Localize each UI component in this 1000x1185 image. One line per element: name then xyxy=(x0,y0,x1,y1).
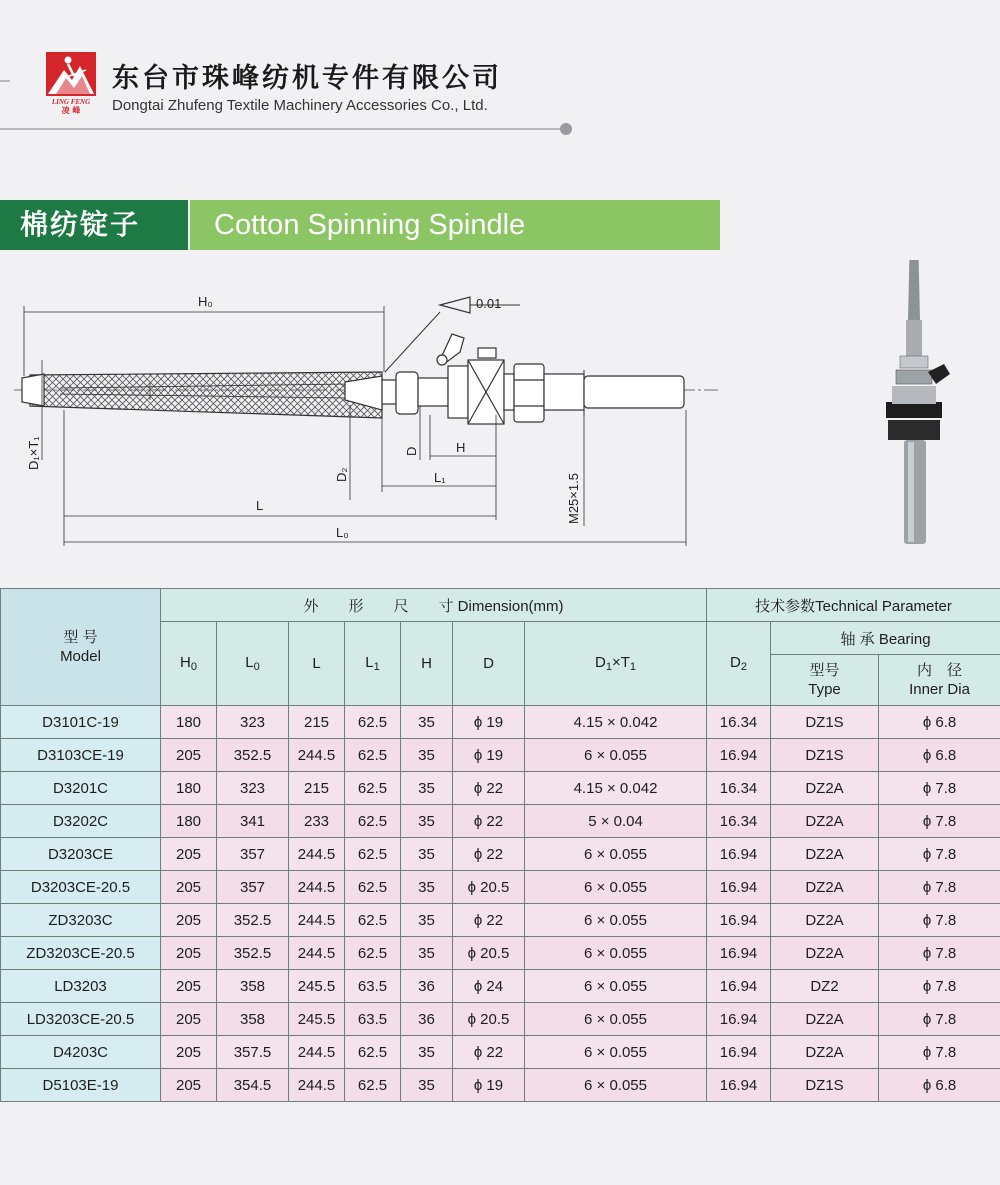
inner-dia-cell: ϕ 6.8 xyxy=(879,1069,1000,1102)
h-cell: 36 xyxy=(401,1003,453,1036)
col-d2-sub: 2 xyxy=(740,661,747,673)
d-cell: ϕ 24 xyxy=(453,970,525,1003)
d2-cell: 16.34 xyxy=(707,772,771,805)
inner-dia-header-cn: 内 径 xyxy=(917,662,963,679)
l0-cell: 352.5 xyxy=(217,937,289,970)
company-logo xyxy=(46,52,96,114)
left-decorative-rule xyxy=(0,80,10,82)
model-header xyxy=(1,589,161,706)
l0-cell: 352.5 xyxy=(217,904,289,937)
d-cell: ϕ 22 xyxy=(453,805,525,838)
model-cell: D5103E-19 xyxy=(1,1069,161,1102)
dim-label-h0: H₀ xyxy=(198,294,213,309)
col-l1-header xyxy=(345,622,401,706)
flatness-symbol xyxy=(440,297,470,313)
table-row xyxy=(1,1003,1000,1036)
d2-cell: 16.94 xyxy=(707,1036,771,1069)
l0-cell: 358 xyxy=(217,970,289,1003)
section-title-en: Cotton Spinning Spindle xyxy=(190,200,720,250)
table-row xyxy=(1,706,1000,739)
d1t1-cell: 4.15 × 0.042 xyxy=(525,706,707,739)
h-cell: 35 xyxy=(401,838,453,871)
model-header-en: Model xyxy=(60,648,101,665)
l0-cell: 352.5 xyxy=(217,739,289,772)
h0-cell: 205 xyxy=(161,1036,217,1069)
h0-cell: 205 xyxy=(161,739,217,772)
inner-dia-header-en: Inner Dia xyxy=(909,681,970,698)
spec-table-body xyxy=(1,706,1000,1102)
inner-dia-cell: ϕ 7.8 xyxy=(879,772,1000,805)
col-l1-text: L xyxy=(365,654,374,671)
col-h0-text: H xyxy=(180,654,191,671)
l-cell: 215 xyxy=(289,706,345,739)
type-header xyxy=(771,655,879,706)
table-row xyxy=(1,739,1000,772)
d-cell: ϕ 19 xyxy=(453,706,525,739)
d-cell: ϕ 20.5 xyxy=(453,937,525,970)
l-cell: 244.5 xyxy=(289,904,345,937)
spindle-technical-drawing xyxy=(0,260,1000,560)
h0-cell: 205 xyxy=(161,871,217,904)
mountain-skier-icon xyxy=(46,52,96,114)
d2-cell: 16.34 xyxy=(707,805,771,838)
l-cell: 244.5 xyxy=(289,937,345,970)
l-cell: 233 xyxy=(289,805,345,838)
col-l0-text: L xyxy=(245,654,254,671)
model-cell: ZD3203CE-20.5 xyxy=(1,937,161,970)
bearing-type-cell: DZ2A xyxy=(771,904,879,937)
h-cell: 35 xyxy=(401,805,453,838)
l1-cell: 62.5 xyxy=(345,805,401,838)
bearing-header: 轴 承 Bearing xyxy=(771,622,1000,655)
col-h0-sub: 0 xyxy=(190,661,197,673)
l0-cell: 323 xyxy=(217,772,289,805)
model-cell: D3201C xyxy=(1,772,161,805)
l-cell: 245.5 xyxy=(289,970,345,1003)
d-cell: ϕ 20.5 xyxy=(453,1003,525,1036)
col-d2-header xyxy=(707,622,771,706)
table-row xyxy=(1,805,1000,838)
inner-dia-cell: ϕ 6.8 xyxy=(879,706,1000,739)
model-cell: D3101C-19 xyxy=(1,706,161,739)
h-cell: 35 xyxy=(401,706,453,739)
d1t1-cell: 6 × 0.055 xyxy=(525,1069,707,1102)
h0-cell: 205 xyxy=(161,1003,217,1036)
d1t1-cell: 6 × 0.055 xyxy=(525,739,707,772)
d-cell: ϕ 20.5 xyxy=(453,871,525,904)
l-cell: 244.5 xyxy=(289,1069,345,1102)
h0-cell: 180 xyxy=(161,772,217,805)
model-cell: D3203CE-20.5 xyxy=(1,871,161,904)
type-header-cn: 型号 xyxy=(809,662,840,679)
d2-cell: 16.94 xyxy=(707,838,771,871)
bearing-type-cell: DZ1S xyxy=(771,1069,879,1102)
table-row xyxy=(1,1036,1000,1069)
l1-cell: 62.5 xyxy=(345,838,401,871)
dim-label-l: L xyxy=(256,498,264,513)
l0-cell: 341 xyxy=(217,805,289,838)
h0-cell: 180 xyxy=(161,706,217,739)
dim-label-d1t1: D₁×T₁ xyxy=(26,436,41,470)
table-row xyxy=(1,772,1000,805)
dim-label-h: H xyxy=(456,440,466,455)
h0-cell: 205 xyxy=(161,970,217,1003)
inner-dia-header xyxy=(879,655,1000,706)
d2-cell: 16.34 xyxy=(707,706,771,739)
h-cell: 35 xyxy=(401,739,453,772)
l-cell: 244.5 xyxy=(289,838,345,871)
l1-cell: 62.5 xyxy=(345,739,401,772)
bearing-type-cell: DZ1S xyxy=(771,706,879,739)
l1-cell: 62.5 xyxy=(345,1069,401,1102)
d2-cell: 16.94 xyxy=(707,1003,771,1036)
d-cell: ϕ 22 xyxy=(453,904,525,937)
l-cell: 245.5 xyxy=(289,1003,345,1036)
bearing-type-cell: DZ2A xyxy=(771,871,879,904)
section-title-cn: 棉纺锭子 xyxy=(0,200,188,250)
table-row xyxy=(1,937,1000,970)
h0-cell: 180 xyxy=(161,805,217,838)
l1-cell: 62.5 xyxy=(345,871,401,904)
model-cell: D4203C xyxy=(1,1036,161,1069)
l1-cell: 62.5 xyxy=(345,772,401,805)
table-row xyxy=(1,904,1000,937)
d1t1-cell: 6 × 0.055 xyxy=(525,937,707,970)
d1t1-cell: 6 × 0.055 xyxy=(525,904,707,937)
d2-cell: 16.94 xyxy=(707,970,771,1003)
bearing-type-cell: DZ2A xyxy=(771,805,879,838)
dim-label-thread: M25×1.5 xyxy=(566,473,581,524)
h0-cell: 205 xyxy=(161,1069,217,1102)
d-cell: ϕ 22 xyxy=(453,838,525,871)
d1t1-cell: 6 × 0.055 xyxy=(525,970,707,1003)
l1-cell: 62.5 xyxy=(345,1036,401,1069)
header-divider xyxy=(0,128,566,130)
d1t1-cell: 6 × 0.055 xyxy=(525,838,707,871)
bearing-type-cell: DZ2A xyxy=(771,1003,879,1036)
col-h-header: H xyxy=(401,622,453,706)
d-cell: ϕ 19 xyxy=(453,1069,525,1102)
model-cell: D3203CE xyxy=(1,838,161,871)
l1-cell: 63.5 xyxy=(345,970,401,1003)
table-row xyxy=(1,871,1000,904)
d-cell: ϕ 19 xyxy=(453,739,525,772)
col-d1t1-sub2: 1 xyxy=(629,661,637,673)
inner-dia-cell: ϕ 7.8 xyxy=(879,1003,1000,1036)
type-header-en: Type xyxy=(808,681,841,698)
col-h0-header xyxy=(161,622,217,706)
inner-dia-cell: ϕ 7.8 xyxy=(879,904,1000,937)
l0-cell: 357 xyxy=(217,871,289,904)
spindle-photo xyxy=(886,260,950,544)
d-cell: ϕ 22 xyxy=(453,1036,525,1069)
model-cell: LD3203CE-20.5 xyxy=(1,1003,161,1036)
col-d1t1-sub1: 1 xyxy=(605,661,612,673)
table-row xyxy=(1,970,1000,1003)
dim-label-l1: L₁ xyxy=(434,470,446,485)
d1t1-cell: 6 × 0.055 xyxy=(525,1036,707,1069)
d-cell: ϕ 22 xyxy=(453,772,525,805)
l0-cell: 357 xyxy=(217,838,289,871)
bearing-type-cell: DZ2A xyxy=(771,1036,879,1069)
inner-dia-cell: ϕ 7.8 xyxy=(879,1036,1000,1069)
dim-label-l0: L₀ xyxy=(336,525,349,540)
l1-cell: 62.5 xyxy=(345,937,401,970)
h0-cell: 205 xyxy=(161,904,217,937)
l-cell: 215 xyxy=(289,772,345,805)
model-cell: D3202C xyxy=(1,805,161,838)
tolerance-label: 0.01 xyxy=(476,296,502,311)
d1t1-cell: 4.15 × 0.042 xyxy=(525,772,707,805)
dimension-header: 外 形 尺 寸 Dimension(mm) xyxy=(161,589,707,622)
bearing-type-cell: DZ2 xyxy=(771,970,879,1003)
h-cell: 35 xyxy=(401,1069,453,1102)
technical-header: 技术参数Technical Parameter xyxy=(707,589,1000,622)
h-cell: 35 xyxy=(401,937,453,970)
model-cell: LD3203 xyxy=(1,970,161,1003)
logo-cn-text: 凌 峰 xyxy=(61,106,81,114)
col-d1t1-b: ×T xyxy=(611,654,630,671)
d2-cell: 16.94 xyxy=(707,871,771,904)
inner-dia-cell: ϕ 7.8 xyxy=(879,838,1000,871)
bearing-type-cell: DZ2A xyxy=(771,772,879,805)
spec-table xyxy=(0,588,1000,1102)
table-row xyxy=(1,1069,1000,1102)
logo-text: LING FENG xyxy=(51,98,91,106)
inner-dia-cell: ϕ 7.8 xyxy=(879,871,1000,904)
h-cell: 36 xyxy=(401,970,453,1003)
col-l-header: L xyxy=(289,622,345,706)
col-d2-text: D xyxy=(730,654,741,671)
h-cell: 35 xyxy=(401,1036,453,1069)
header-divider-dot xyxy=(560,123,572,135)
company-name-en: Dongtai Zhufeng Textile Machinery Accessories Co., Ltd. xyxy=(112,97,488,114)
h0-cell: 205 xyxy=(161,937,217,970)
spindle-bolster xyxy=(382,334,684,424)
h-cell: 35 xyxy=(401,772,453,805)
inner-dia-cell: ϕ 7.8 xyxy=(879,805,1000,838)
l1-cell: 63.5 xyxy=(345,1003,401,1036)
inner-dia-cell: ϕ 7.8 xyxy=(879,937,1000,970)
table-row xyxy=(1,838,1000,871)
inner-dia-cell: ϕ 7.8 xyxy=(879,970,1000,1003)
d1t1-cell: 6 × 0.055 xyxy=(525,1003,707,1036)
col-d1t1-header xyxy=(525,622,707,706)
d2-cell: 16.94 xyxy=(707,937,771,970)
l1-cell: 62.5 xyxy=(345,706,401,739)
d2-cell: 16.94 xyxy=(707,1069,771,1102)
col-d-header: D xyxy=(453,622,525,706)
col-l0-sub: 0 xyxy=(253,661,260,673)
col-d1t1-a: D xyxy=(594,654,606,671)
l0-cell: 358 xyxy=(217,1003,289,1036)
spindle-blade xyxy=(22,372,382,418)
h-cell: 35 xyxy=(401,871,453,904)
model-cell: D3103CE-19 xyxy=(1,739,161,772)
l1-cell: 62.5 xyxy=(345,904,401,937)
col-l1-sub: 1 xyxy=(373,661,380,673)
model-cell: ZD3203C xyxy=(1,904,161,937)
dim-label-d: D xyxy=(404,446,419,456)
bearing-type-cell: DZ1S xyxy=(771,739,879,772)
company-name-cn: 东台市珠峰纺机专件有限公司 xyxy=(112,63,502,94)
dim-label-d2: D₂ xyxy=(334,467,349,482)
l-cell: 244.5 xyxy=(289,739,345,772)
d1t1-cell: 5 × 0.04 xyxy=(525,805,707,838)
inner-dia-cell: ϕ 6.8 xyxy=(879,739,1000,772)
d1t1-cell: 6 × 0.055 xyxy=(525,871,707,904)
l0-cell: 357.5 xyxy=(217,1036,289,1069)
bearing-type-cell: DZ2A xyxy=(771,838,879,871)
d2-cell: 16.94 xyxy=(707,904,771,937)
bearing-type-cell: DZ2A xyxy=(771,937,879,970)
l-cell: 244.5 xyxy=(289,871,345,904)
l0-cell: 354.5 xyxy=(217,1069,289,1102)
l-cell: 244.5 xyxy=(289,1036,345,1069)
h0-cell: 205 xyxy=(161,838,217,871)
d2-cell: 16.94 xyxy=(707,739,771,772)
model-header-cn: 型 号 xyxy=(63,629,98,646)
l0-cell: 323 xyxy=(217,706,289,739)
h-cell: 35 xyxy=(401,904,453,937)
col-l0-header xyxy=(217,622,289,706)
